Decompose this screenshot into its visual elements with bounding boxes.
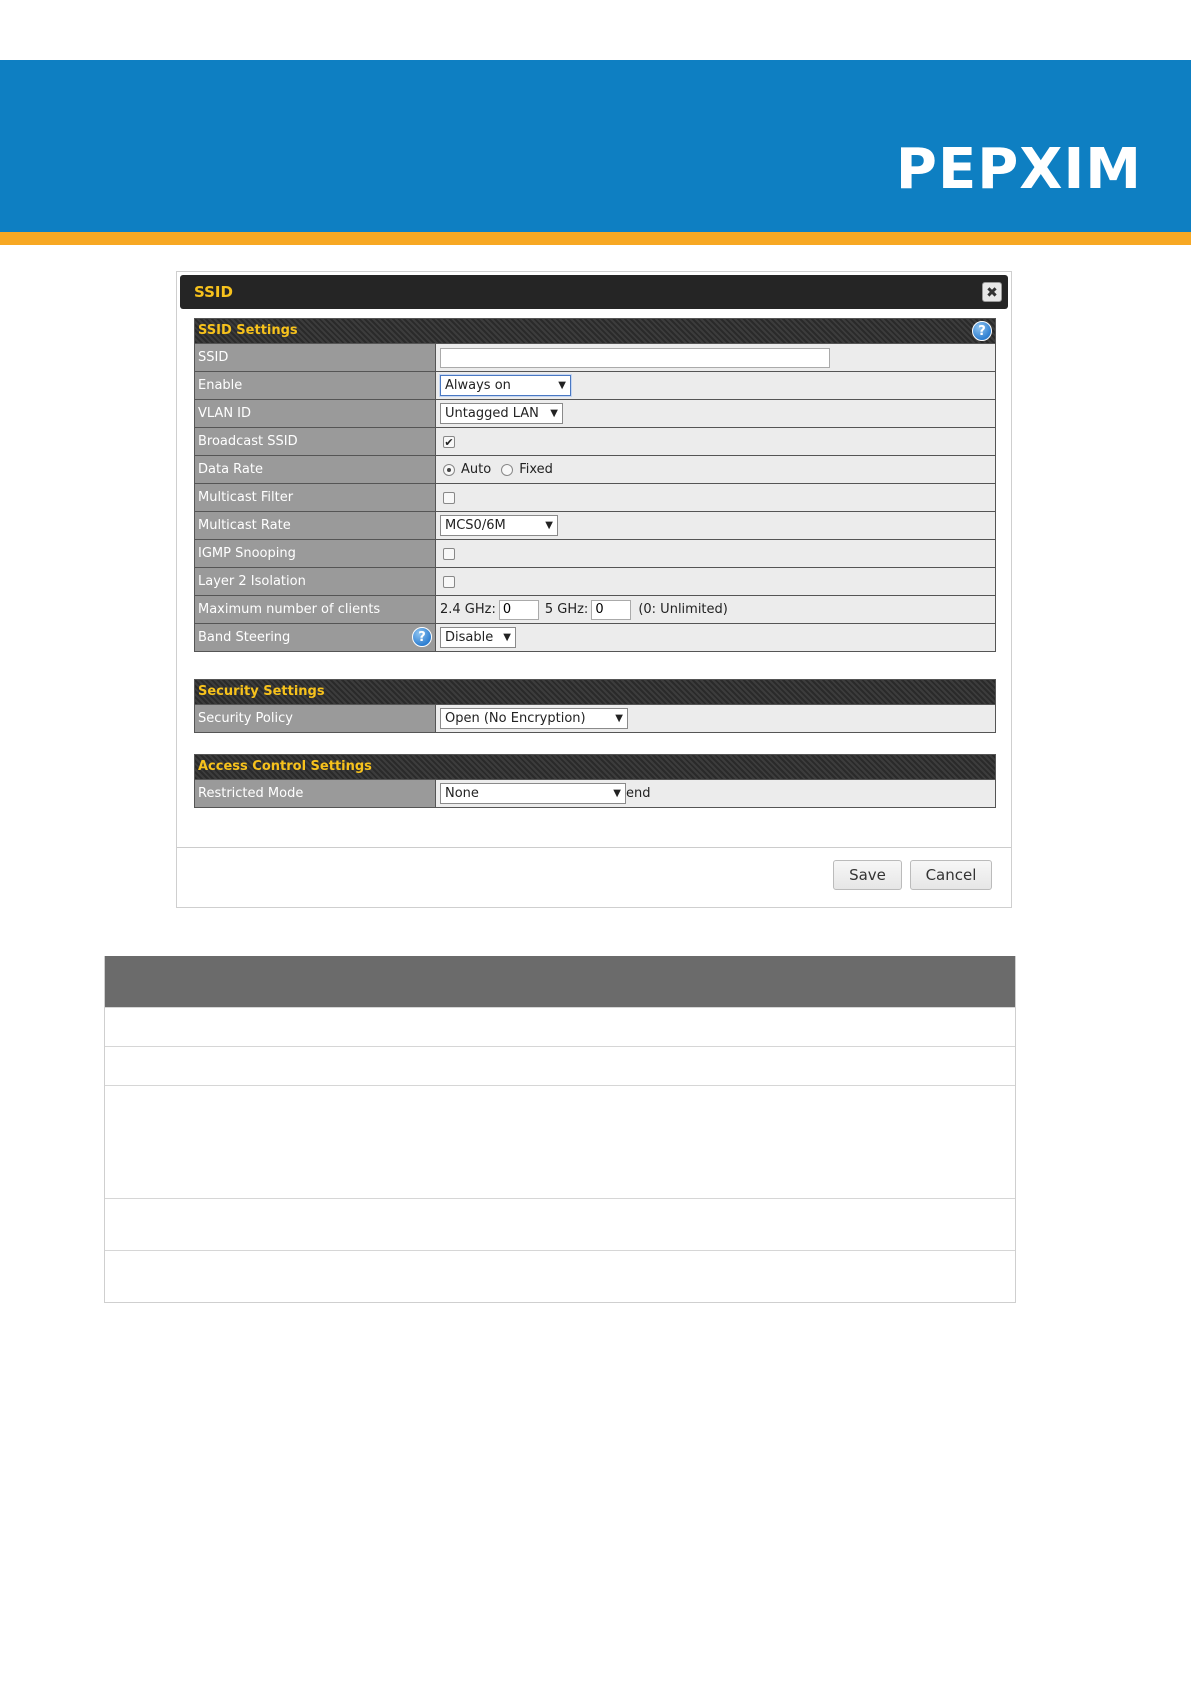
radio-label: Fixed xyxy=(519,462,553,477)
ssid-input[interactable] xyxy=(440,348,830,368)
select-value: MCS0/6M xyxy=(445,518,506,533)
band-steering-select[interactable] xyxy=(440,627,516,648)
table-row xyxy=(105,1085,1015,1198)
radio-label: Auto xyxy=(461,462,492,477)
section-header xyxy=(195,319,995,343)
data-rate-fixed-radio[interactable] xyxy=(501,464,513,476)
select-value: Disable xyxy=(445,630,494,645)
igmp-snooping-checkbox[interactable] xyxy=(443,548,455,560)
multicast-filter-checkbox[interactable] xyxy=(443,492,455,504)
brand-logo: PEPXIM xyxy=(895,137,1142,202)
row-igmp-snooping xyxy=(195,539,995,567)
row-layer2-isolation xyxy=(195,567,995,595)
row-label: Restricted Mode xyxy=(195,780,436,807)
chevron-down-icon: ▼ xyxy=(503,632,511,643)
security-policy-select[interactable] xyxy=(440,708,628,729)
section-title: SSID Settings xyxy=(198,323,298,338)
table-header xyxy=(105,956,1015,1007)
select-value: Open (No Encryption) xyxy=(445,711,586,726)
row-band-steering xyxy=(195,623,995,651)
info-table xyxy=(104,956,1016,1303)
vlan-select[interactable] xyxy=(440,403,563,424)
select-value: None xyxy=(445,786,479,801)
row-label: Layer 2 Isolation xyxy=(195,568,436,595)
chevron-down-icon: ▼ xyxy=(558,380,566,391)
chevron-down-icon: ▼ xyxy=(615,713,623,724)
enable-select[interactable] xyxy=(440,375,571,396)
row-max-clients xyxy=(195,595,995,623)
layer2-isolation-checkbox[interactable] xyxy=(443,576,455,588)
row-label: Maximum number of clients xyxy=(195,596,436,623)
dialog-footer-divider xyxy=(177,847,1011,848)
row-data-rate xyxy=(195,455,995,483)
max-5-label: 5 GHz: xyxy=(544,602,589,617)
row-label: Multicast Filter xyxy=(195,484,436,511)
row-security-policy xyxy=(195,704,995,732)
chevron-down-icon: ▼ xyxy=(550,408,558,419)
table-row xyxy=(105,1250,1015,1302)
cancel-button[interactable]: Cancel xyxy=(910,860,992,890)
select-value: Always on xyxy=(445,378,511,393)
row-label xyxy=(195,624,436,651)
header-stripe xyxy=(0,232,1191,245)
access-control-section xyxy=(194,754,996,808)
table-row xyxy=(105,1007,1015,1046)
dialog-titlebar xyxy=(180,275,1008,309)
max-24-label: 2.4 GHz: xyxy=(440,602,496,617)
data-rate-auto-radio[interactable] xyxy=(443,464,455,476)
chevron-down-icon: ▼ xyxy=(613,788,621,799)
row-label: Enable xyxy=(195,372,436,399)
section-header xyxy=(195,755,995,779)
multicast-rate-select[interactable] xyxy=(440,515,558,536)
dialog-title: SSID xyxy=(194,283,233,301)
row-multicast-filter xyxy=(195,483,995,511)
ssid-dialog xyxy=(176,271,1012,908)
security-settings-section xyxy=(194,679,996,733)
table-row xyxy=(105,1046,1015,1085)
max-clients-note: (0: Unlimited) xyxy=(638,602,728,617)
broadcast-ssid-checkbox[interactable]: ✔ xyxy=(444,435,454,449)
help-icon[interactable]: ? xyxy=(972,321,992,341)
row-ssid xyxy=(195,343,995,371)
section-title: Security Settings xyxy=(198,684,325,699)
max-clients-5-input[interactable] xyxy=(591,600,631,620)
row-label: Multicast Rate xyxy=(195,512,436,539)
section-header xyxy=(195,680,995,704)
row-restricted-mode: Restricted Mode None ▼ end xyxy=(195,779,995,807)
row-label: VLAN ID xyxy=(195,400,436,427)
max-clients-24-input[interactable] xyxy=(499,600,539,620)
row-vlan xyxy=(195,399,995,427)
ssid-settings-section xyxy=(194,318,996,652)
row-label: Broadcast SSID xyxy=(195,428,436,455)
close-icon[interactable]: ✖ xyxy=(982,282,1002,302)
restricted-mode-select[interactable] xyxy=(440,783,626,804)
save-button[interactable]: Save xyxy=(833,860,902,890)
row-label: Data Rate xyxy=(195,456,436,483)
chevron-down-icon: ▼ xyxy=(545,520,553,531)
select-value: Untagged LAN xyxy=(445,406,539,421)
table-row xyxy=(105,1198,1015,1250)
section-title: Access Control Settings xyxy=(198,759,372,774)
band-steering-label: Band Steering xyxy=(198,630,291,645)
row-label: IGMP Snooping xyxy=(195,540,436,567)
row-enable xyxy=(195,371,995,399)
row-multicast-rate xyxy=(195,511,995,539)
row-label: Security Policy xyxy=(195,705,436,732)
row-broadcast-ssid xyxy=(195,427,995,455)
row-label: SSID xyxy=(195,344,436,371)
help-icon[interactable]: ? xyxy=(412,627,432,647)
